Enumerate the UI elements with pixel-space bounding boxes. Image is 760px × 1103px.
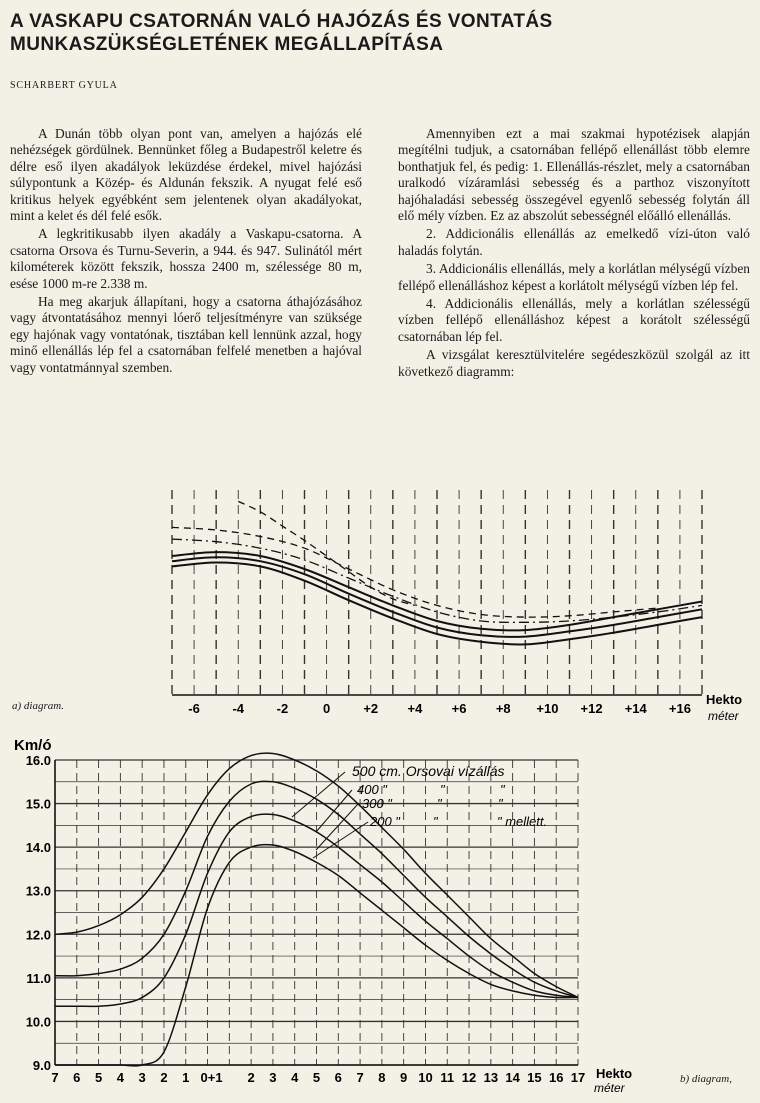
diagram-a-tick-label: +6 bbox=[451, 701, 467, 716]
paragraph: 3. Addicionális ellenállás, mely a korlátlan mélységű vízben fellépő ellenálláshoz képest a korlátolt mélységű vízben lép fel. bbox=[398, 261, 750, 293]
diagram-b-leader-0 bbox=[292, 772, 345, 817]
diagram-a-xlabel-line2: méter bbox=[708, 709, 739, 723]
diagram-b-annotation: 300 " bbox=[362, 796, 392, 811]
diagram-b-x-tick-label: 17 bbox=[570, 1070, 586, 1085]
paragraph: Amennyiben ezt a mai szakmai hypotézisek alapján megítélni tudjuk, a csatornában fellépő ellenállást több elemre bonthatjuk fel, és pedig: 1. Ellenállás-részlet, mely a csatornában uralkodó vízáramlási sebesség és a parthoz viszonyított hajóhaladási sebesség összegével egyenlő sebesség folytán áll elő mély vízben. Ez az abszolút sebességnél előálló ellenállás. bbox=[398, 126, 750, 224]
diagram-b-xlabel-line1: Hekto bbox=[596, 1066, 633, 1081]
article-author: SCHARBERT GYULA bbox=[10, 80, 118, 91]
diagram-b-x-tick-label: 14 bbox=[505, 1070, 520, 1085]
diagram-a-caption: a) diagram. bbox=[12, 700, 64, 712]
diagram-b-y-tick-label: 10.0 bbox=[25, 1014, 51, 1030]
diagram-a-tick-label: -4 bbox=[232, 701, 245, 716]
diagram-b-annotation: " bbox=[440, 782, 445, 797]
diagram-b-x-tick-label: 3 bbox=[269, 1070, 277, 1085]
diagram-a-tick-label: -6 bbox=[188, 701, 200, 716]
diagram-b-annotation: 400 " bbox=[357, 782, 387, 797]
diagram-b-x-tick-label: 13 bbox=[483, 1070, 499, 1085]
diagram-b-x-tick-label: 7 bbox=[356, 1070, 364, 1085]
paragraph: 2. Addicionális ellenállás az emelkedő vízi-úton való haladás folytán. bbox=[398, 226, 750, 258]
diagram-b-x-tick-label: 2 bbox=[160, 1070, 168, 1085]
diagram-b-x-tick-label: 6 bbox=[73, 1070, 81, 1085]
diagram-b-annotation: " bbox=[437, 796, 442, 811]
diagram-b-y-tick-label: 15.0 bbox=[25, 796, 51, 812]
right-column bbox=[398, 126, 750, 382]
diagram-b-ylabel: Km/ó bbox=[14, 737, 52, 754]
diagram-b-x-tick-label: 7 bbox=[51, 1070, 59, 1085]
diagram-b-xlabel-line2: méter bbox=[594, 1081, 625, 1095]
diagram-b-y-tick-label: 9.0 bbox=[32, 1058, 51, 1073]
diagram-b-x-tick-label: 9 bbox=[400, 1070, 408, 1085]
diagram-b-x-tick-label: 2 bbox=[247, 1070, 255, 1085]
paragraph: A vizsgálat keresztülvitelére segédeszközül szolgál az itt következő diagramm: bbox=[398, 347, 750, 379]
diagram-a bbox=[0, 480, 760, 735]
diagram-a-tick-label: +16 bbox=[668, 701, 691, 716]
diagram-b-x-tick-label: 11 bbox=[440, 1070, 455, 1085]
diagram-b-y-tick-label: 13.0 bbox=[25, 883, 51, 899]
diagram-b-annotation: " mellett. bbox=[497, 814, 548, 829]
diagram-b-annotation: 200 " bbox=[370, 814, 400, 829]
diagram-a-tick-label: +4 bbox=[407, 701, 423, 716]
diagram-a-tick-label: -2 bbox=[276, 701, 289, 716]
paragraph: 4. Addicionális ellenállás, mely a korlátlan szélességű vízben fellépő ellenálláshoz képest a korátolt szélességű csatornában lép fel. bbox=[398, 296, 750, 344]
diagram-a-tick-label: +14 bbox=[624, 701, 647, 716]
diagram-b-x-tick-label: 15 bbox=[527, 1070, 542, 1085]
diagram-b-x-tick-label: 8 bbox=[378, 1070, 386, 1085]
diagram-b-annotation: " bbox=[433, 814, 438, 829]
left-column bbox=[10, 126, 362, 378]
diagram-b-caption: b) diagram, bbox=[680, 1073, 732, 1085]
diagram-a-tick-label: +2 bbox=[363, 701, 379, 716]
diagram-b-annotation: " bbox=[498, 796, 503, 811]
diagram-b-x-tick-label: 6 bbox=[334, 1070, 342, 1085]
diagram-b-x-tick-label: 3 bbox=[138, 1070, 146, 1085]
diagram-a-tick-label: +10 bbox=[536, 701, 559, 716]
paragraph: Ha meg akarjuk állapítani, hogy a csatorna áthajózásához vagy átvontatásához mennyi lóerő teljesítményre van szüksége egy hajónak vagy vontatónak, tisztában kell lennünk azzal, hogy minő ellenállás lép fel a csatornában felfelé menetben a hajóval vagy vontatmánnyal szemben. bbox=[10, 294, 362, 375]
diagram-b-x-tick-label: 5 bbox=[94, 1070, 103, 1085]
diagram-b-x-tick-label: 10 bbox=[418, 1070, 433, 1085]
diagram-b-x-tick-label: 1 bbox=[182, 1070, 190, 1085]
paragraph: A legkritikusabb ilyen akadály a Vaskapu-csatorna. A csatorna Orsova és Turnu-Severin, a 944. és 947. Sulinától mért kilométerek között fekszik, hossza 2400 m, szélessége 80 m, esése 1000 m-re 2.338 m. bbox=[10, 226, 362, 291]
diagram-b-y-tick-label: 11.0 bbox=[26, 970, 51, 986]
diagram-a-tick-label: +8 bbox=[495, 701, 511, 716]
diagram-b-y-tick-label: 16.0 bbox=[25, 753, 51, 768]
diagram-a-tick-label: 0 bbox=[322, 701, 331, 716]
diagram-b-x-tick-label: 5 bbox=[312, 1070, 321, 1085]
diagram-b-annotation: " bbox=[500, 782, 505, 797]
diagram-b-y-tick-label: 14.0 bbox=[25, 840, 51, 856]
article-title: A VASKAPU CSATORNÁN VALÓ HAJÓZÁS ÉS VONTATÁS MUNKASZÜKSÉGLETÉNEK MEGÁLLAPÍTÁSA bbox=[10, 11, 553, 55]
paragraph: A Dunán több olyan pont van, amelyen a hajózás elé nehézségek gördülnek. Bennünket főleg a Budapestről keletre és délre eső ilyen akadályok leküzdése érdekel, mivel hajózási súlypontunk a Közép- és Aldunán fekszik. A nyugat felé eső kritikus helyek egyébként sem jelentenek olyan akadályokat, mint a kelet és dél felé esők. bbox=[10, 126, 362, 224]
diagram-b-x-tick-label: 16 bbox=[548, 1070, 564, 1085]
diagram-a-xlabel-line1: Hekto bbox=[706, 692, 743, 707]
diagram-b-x-tick-label: 12 bbox=[461, 1070, 477, 1085]
diagram-b-x-tick-label: 4 bbox=[116, 1070, 124, 1085]
diagram-b-x-tick-label: 4 bbox=[291, 1070, 299, 1085]
diagram-a-tick-label: +12 bbox=[580, 701, 603, 716]
diagram-b-x-tick-label: 0+1 bbox=[200, 1070, 223, 1085]
diagram-b bbox=[0, 730, 760, 1103]
diagram-b-annotation: 500 cm. Orsovai vízállás bbox=[352, 763, 505, 779]
diagram-b-y-tick-label: 12.0 bbox=[25, 927, 51, 943]
